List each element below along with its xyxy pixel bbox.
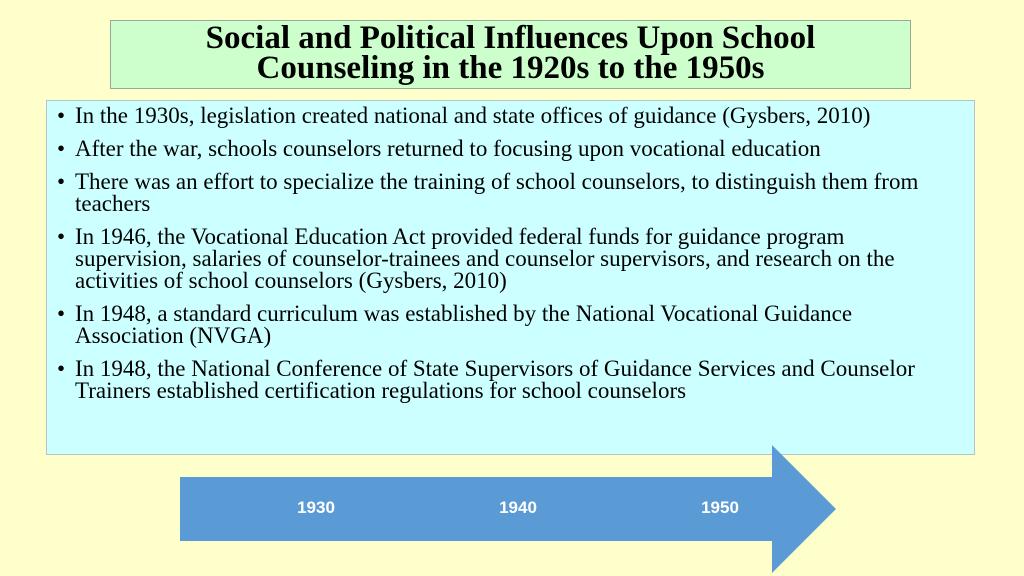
bullet-text: In 1946, the Vocational Education Act provided federal funds for guidance program supervision, salaries of counselor-trainees and counselor supervisors, and research on the activities of school counselors (Gysbers, 2010) (75, 224, 895, 293)
bullet-item (55, 358, 958, 402)
bullet-item (55, 303, 958, 347)
bullet-text: In 1948, the National Conference of State Supervisors of Guidance Services and Counselor Trainers established certification regulations for school counselors (75, 356, 915, 403)
bullet-text: In 1948, a standard curriculum was established by the National Vocational Guidance Association (NVGA) (75, 301, 853, 348)
bullet-dot-icon: • (57, 169, 66, 194)
bullet-dot-icon: • (57, 103, 66, 128)
timeline-year-1930: 1930 (297, 498, 335, 517)
bullet-text: In the 1930s, legislation created national and state offices of guidance (Gysbers, 2010) (75, 103, 871, 128)
slide-title-line-1: Social and Political Influences Upon School (205, 20, 816, 56)
bullet-item (55, 226, 958, 292)
bullet-dot-icon: • (57, 356, 66, 381)
bullet-text: There was an effort to specialize the training of school counselors, to distinguish them from teachers (75, 169, 919, 216)
bullet-item (55, 138, 958, 160)
timeline-arrow (180, 445, 836, 573)
slide-title-line-2: Counseling in the 1920s to the 1950s (256, 50, 765, 86)
bullet-dot-icon: • (57, 136, 66, 161)
timeline-year-1940: 1940 (499, 498, 537, 517)
bullet-item (55, 105, 958, 127)
bullet-content-box (46, 100, 975, 455)
slide-title-box (110, 20, 911, 89)
bullet-dot-icon: • (57, 224, 66, 249)
timeline-year-1950: 1950 (701, 498, 739, 517)
bullet-text: After the war, schools counselors returned to focusing upon vocational education (75, 136, 821, 161)
bullet-dot-icon: • (57, 301, 66, 326)
bullet-list (55, 105, 958, 402)
bullet-item (55, 171, 958, 215)
